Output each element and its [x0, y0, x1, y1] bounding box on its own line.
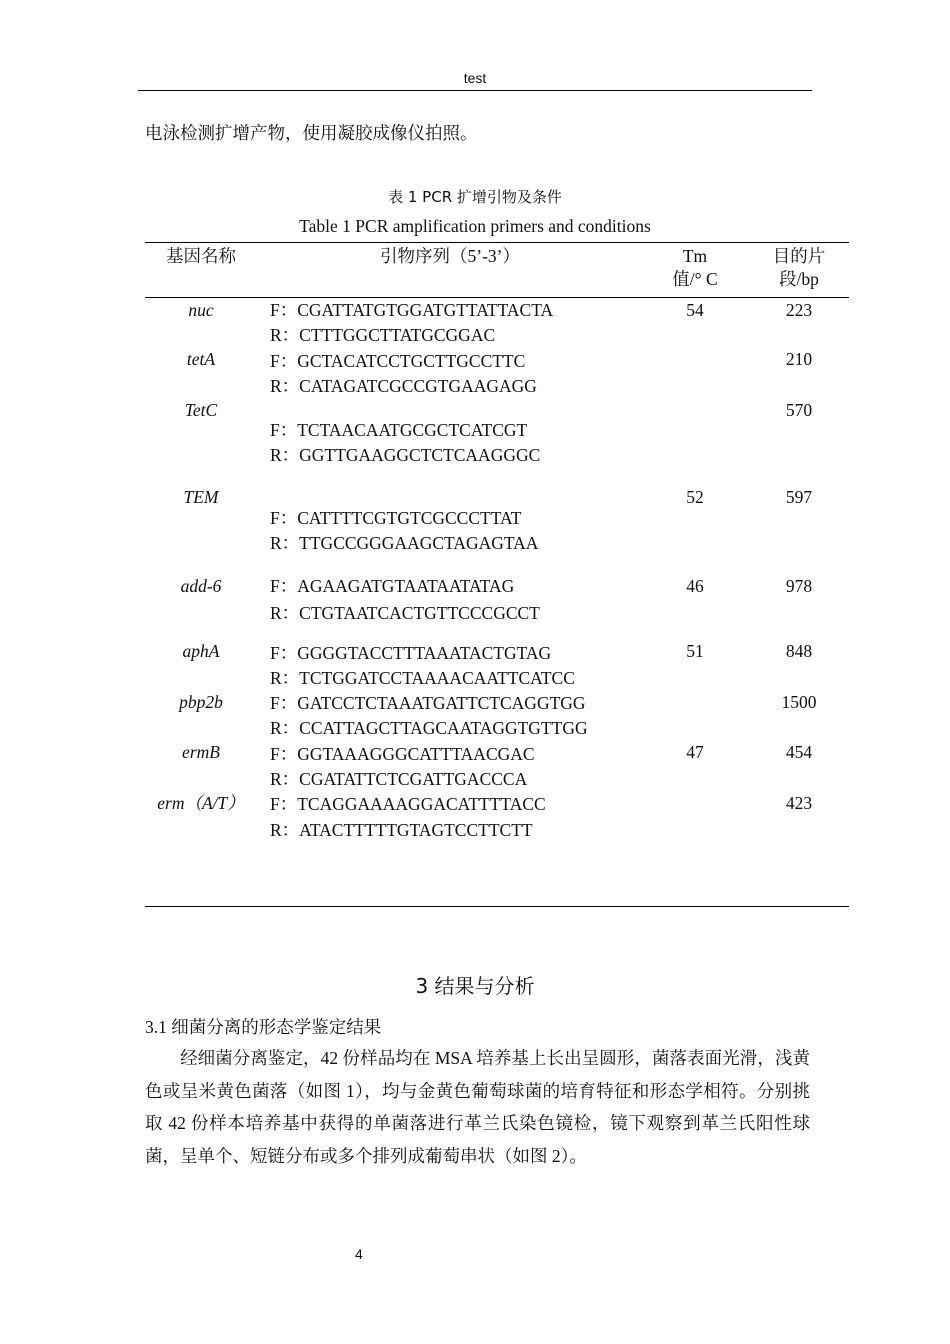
subsection-title: 3.1 细菌分离的形态学鉴定结果 [145, 1017, 382, 1037]
gene-name: add-6 [180, 576, 222, 596]
forward-primer: F：GCTACATCCTGCTTGCCTTC [270, 351, 526, 371]
gene-name: nuc [188, 300, 214, 320]
fragment-length: 848 [785, 641, 813, 661]
reverse-primer: R：TCTGGATCCTAAAACAATTCATCC [270, 668, 575, 688]
col-header-length-line2: 段/bp [779, 269, 819, 289]
table-caption-en: Table 1 PCR amplification primers and conditions [299, 216, 651, 236]
forward-primer: F：CGATTATGTGGATGTTATTACTA [270, 300, 554, 320]
reverse-primer: R：CCATTAGCTTAGCAATAGGTGTTGG [270, 718, 588, 738]
page-number: 4 [355, 1246, 363, 1262]
reverse-primer: R：TTGCCGGGAAGCTAGAGTAA [270, 533, 539, 553]
tm-value: 54 [686, 300, 704, 320]
fragment-length: 210 [785, 349, 813, 369]
tm-value: 46 [686, 576, 704, 596]
col-header-tm [650, 245, 740, 291]
fragment-length: 597 [785, 487, 813, 507]
col-header-length-line1: 目的片 [772, 246, 826, 266]
reverse-primer: R：CTGTAATCACTGTTCCCGCCT [270, 603, 540, 623]
intro-text: 电泳检测扩增产物，使用凝胶成像仪拍照。 [145, 123, 478, 143]
gene-name: aphA [182, 641, 220, 661]
forward-primer: F：CATTTTCGTGTCGCCCTTAT [270, 508, 522, 528]
forward-primer: F：AGAAGATGTAATAATATAG [270, 576, 515, 596]
gene-name: pbp2b [179, 692, 223, 712]
table-caption-cn: 表 1 PCR 扩增引物及条件 [388, 188, 562, 206]
col-header-tm-line1: Tm [682, 246, 708, 266]
running-header: test [463, 70, 487, 86]
reverse-primer: R：CATAGATCGCCGTGAAGAGG [270, 376, 537, 396]
fragment-length: 223 [785, 300, 813, 320]
tm-value: 52 [686, 487, 704, 507]
tm-value: 51 [686, 641, 704, 661]
tm-value: 47 [686, 742, 704, 762]
forward-primer: F：GATCCTCTAAATGATTCTCAGGTGG [270, 693, 586, 713]
fragment-length: 423 [785, 793, 813, 813]
col-header-tm-line2: 值/° C [672, 269, 718, 289]
forward-primer: F：GGTAAAGGGCATTTAACGAC [270, 744, 535, 764]
reverse-primer: R：GGTTGAAGGCTCTCAAGGGC [270, 445, 541, 465]
forward-primer: F：GGGGTACCTTTAAATACTGTAG [270, 643, 552, 663]
fragment-length: 570 [785, 400, 813, 420]
section-title: 3 结果与分析 [415, 974, 535, 998]
forward-primer: F：TCAGGAAAAGGACATTTTACC [270, 794, 546, 814]
table-bottom-rule [145, 906, 849, 907]
reverse-primer: R：CGATATTCTCGATTGACCCA [270, 769, 528, 789]
fragment-length: 978 [785, 576, 813, 596]
header-rule [138, 90, 812, 91]
forward-primer: F：TCTAACAATGCGCTCATCGT [270, 420, 528, 440]
reverse-primer: R：ATACTTTTTGTAGTCCTTCTT [270, 820, 533, 840]
table-header-rule [145, 297, 849, 298]
gene-name: TetC [184, 400, 218, 420]
gene-name: ermB [182, 742, 220, 762]
gene-name: TEM [183, 487, 219, 507]
gene-name: tetA [186, 349, 216, 369]
col-header-sequence: 引物序列（5’-3’） [380, 246, 520, 266]
body-paragraph: 经细菌分离鉴定，42 份样品均在 MSA 培养基上长出呈圆形，菌落表面光滑，浅黄色或呈米黄色菌落（如图 1），均与金黄色葡萄球菌的培育特征和形态学相符。分别挑取 42 份样本培养基中获得的单菌落进行革兰氏染色镜检，镜下观察到革兰氏阳性球菌，呈单个、短链分布或多个排列成葡萄串状（如图 2）。 [145, 1048, 810, 1166]
fragment-length: 1500 [781, 692, 817, 712]
table-top-rule [145, 242, 849, 243]
gene-name: erm（A/T） [157, 793, 245, 813]
col-header-gene: 基因名称 [166, 246, 236, 266]
reverse-primer: R：CTTTGGCTTATGCGGAC [270, 325, 496, 345]
fragment-length: 454 [785, 742, 813, 762]
col-header-length [752, 245, 846, 291]
